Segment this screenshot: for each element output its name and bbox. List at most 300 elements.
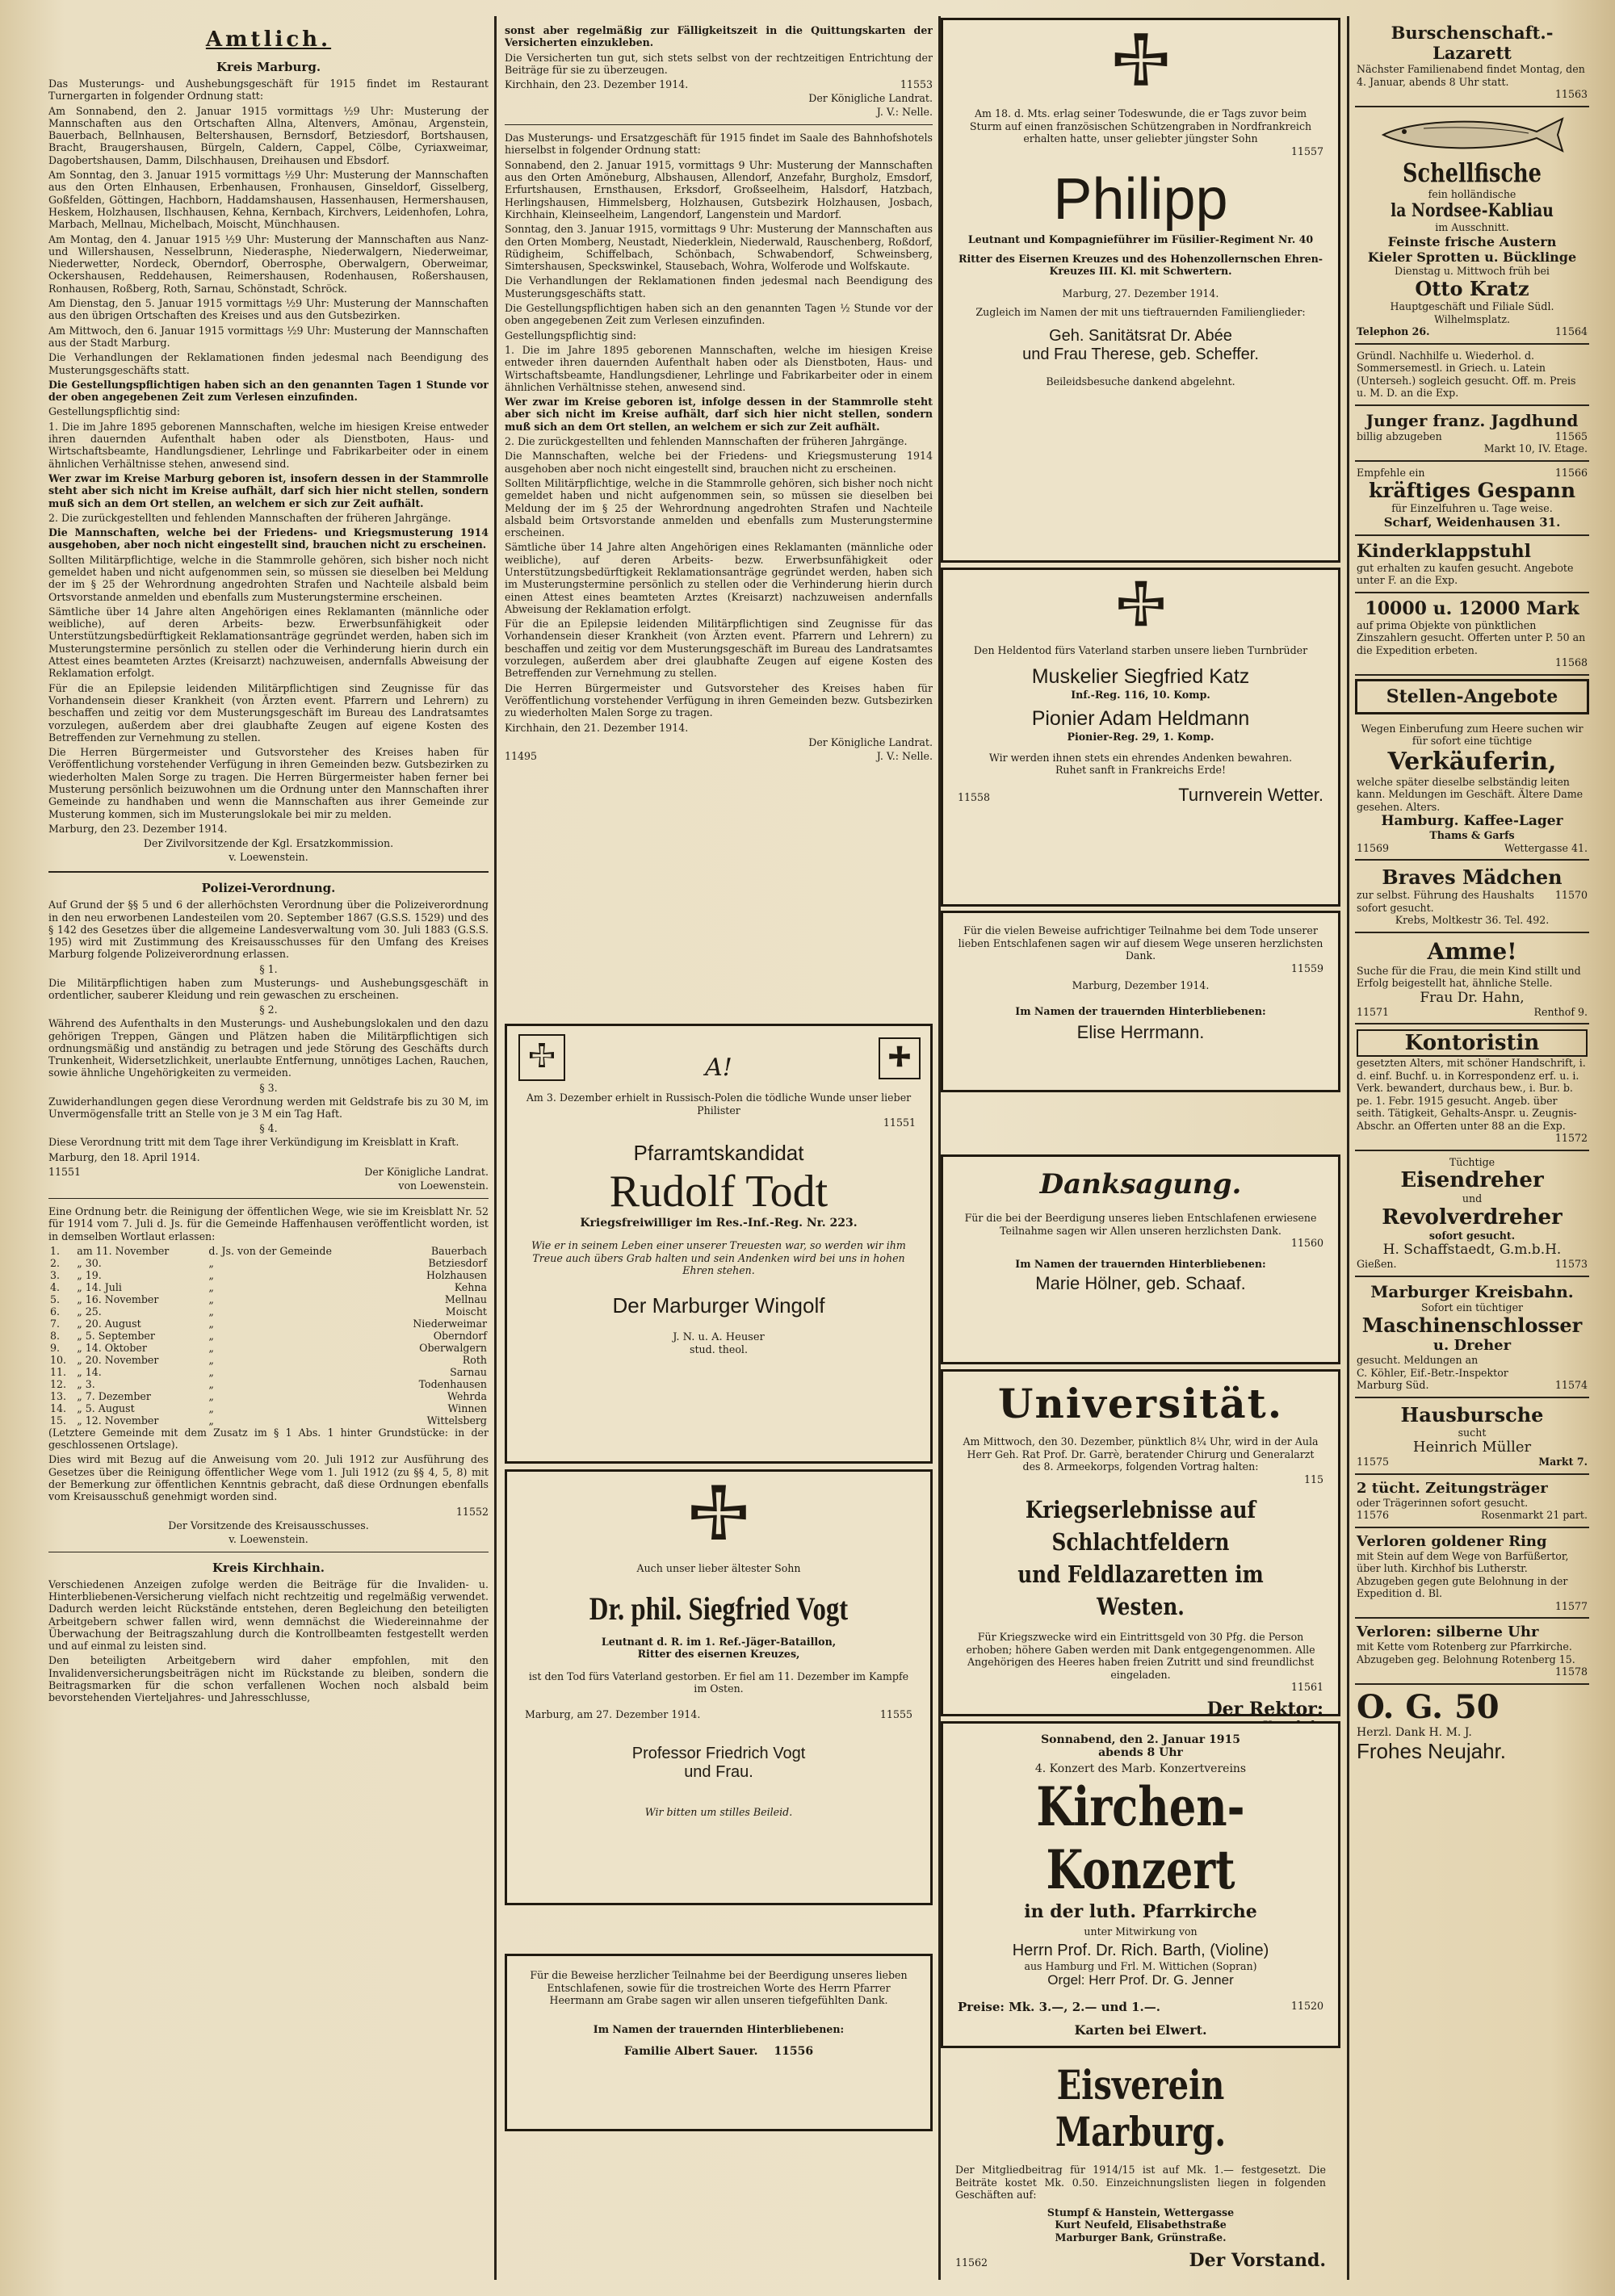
signature-row <box>48 1166 489 1178</box>
table-cell: „ 25. <box>77 1305 102 1318</box>
parents-name: Professor Friedrich Vogt <box>631 1744 806 1762</box>
table-cell: Moischt <box>445 1305 487 1318</box>
table-cell: Oberwalgern <box>419 1341 487 1354</box>
lecture-topic: Kriegserlebnisse auf Schlachtfeldern <box>1025 1496 1256 1556</box>
table-cell: „ 30. <box>77 1256 102 1269</box>
ad-header <box>1357 467 1588 480</box>
signature: Familie Albert Sauer. <box>623 2045 758 2058</box>
classified-ad <box>1355 1475 1589 1528</box>
notice-paragraph: Diese Verordnung tritt mit dem Tage ihrer Verkündigung im Kreisblatt in Kraft. <box>48 1136 459 1149</box>
notice-paragraph: Am Mittwoch, den 6. Januar 1915 vormittags ½9 Uhr: Musterung der Mannschaften aus der Stadt Marburg. <box>48 324 489 349</box>
table-cell: „ <box>208 1293 214 1305</box>
ad-text: gesetzten Alters, mit schöner Handschrift, i. d. einf. Buchf. u. in Korrespondenz erf. u. i. Verk. bewandert, durchaus bew., i. Bur. b. pe. 1. Febr. 1915 gesucht. Angeb. über seith. Tätigkeit, Gehalts-Anspr. u. Zeugnis-Abschr. an Offerten unter 88 an die Exp. <box>1357 1057 1586 1132</box>
ad-text: fein holländische <box>1428 187 1516 200</box>
classified-ad <box>1355 718 1589 861</box>
ad-footer <box>1357 1258 1588 1271</box>
table-cell: „ <box>208 1414 214 1427</box>
ad-text: und <box>1462 1192 1483 1205</box>
table-cell: 12. <box>50 1377 67 1390</box>
wingolf-emblem: A! <box>705 1054 732 1082</box>
fish-icon <box>1375 114 1569 156</box>
ad-number: 11572 <box>1554 1132 1588 1144</box>
signature: J. V.: Nelle. <box>876 749 933 762</box>
notice-paragraph: sonst aber regelmäßig zur Fälligkeitszeit in die Quittungskarten der Versicherten einzukleben. <box>505 24 933 49</box>
ad-number: 11551 <box>48 1165 82 1178</box>
notice-paragraph: Eine Ordnung betr. die Reinigung der öffentlichen Wege, wie sie im Kreisblatt Nr. 52 für 1914 vom 7. Juli d. Js. für die Gemeinde Haffenhausen veröffentlicht worden, ist in demselben Wortlaut erlassen: <box>48 1205 489 1242</box>
signature: Der Königliche Landrat. <box>364 1165 489 1178</box>
ad-title: la Nordsee-Kabliau <box>1391 200 1554 221</box>
signature: J. V.: Nelle. <box>876 106 933 119</box>
ad-text: Herzl. Dank H. M. J. <box>1357 1725 1472 1739</box>
ad-text: Am Mittwoch, den 30. Dezember, pünktlich 8¼ Uhr, wird in der Aula Herr Geh. Rat Prof. Dr. Garrè, beratender Chirurg und Generalarzt des 8. Armeekorps, folgenden Vortrag halten: <box>963 1435 1319 1473</box>
ad-title: Verloren: silberne Uhr <box>1357 1624 1539 1640</box>
ad-title: Revolverdreher <box>1382 1205 1563 1230</box>
obituary-text: Zugleich im Namen der mit uns tieftrauernden Familienglieder: <box>975 306 1306 318</box>
signature: v. Loewenstein. <box>229 851 308 864</box>
ad-text: Nächster Familienabend findet Montag, den 4. Januar, abends 8 Uhr statt. <box>1357 63 1585 88</box>
signature: Der Königliche Landrat. <box>808 735 933 748</box>
table-cell: Kehna <box>454 1280 487 1293</box>
table-row <box>48 1414 489 1427</box>
ad-text: Hauptgeschäft und Filiale Südl. Wilhelmsplatz. <box>1390 300 1554 325</box>
table-row <box>48 1318 489 1330</box>
notice-paragraph: Sämtliche über 14 Jahre alten Angehörigen eines Reklamanten (männliche oder weibliche), auf deren Arbeits- bezw. Erwerbsunfähigkeit oder Unterstützungsbedürftigkeit Reklamationsanträge gegründet werden, haben sich im Musterungstermine persönlich zu stellen oder die Verhinderung hierin durch ein Attest eines beamteten Arztes (Kreisarzt) nachzuweisen, andernfalls Abweisung der Reklamation erfolgt. <box>48 605 489 680</box>
merchant-name: C. Köhler, Eif.-Betr.-Inspektor <box>1357 1366 1508 1379</box>
section-title: Amtlich. <box>205 27 332 52</box>
iron-cross-icon <box>879 1037 921 1079</box>
ad-title: Kinderklappstuhl <box>1357 540 1531 562</box>
ad-text: Gründl. Nachhilfe u. Wiederhol. d. Sommersemestl. in Griech. u. Latein (Unterseh.) sogleich gesucht. Off. m. Preis u. M. D. an die Exp. <box>1357 349 1576 399</box>
table-cell: 3. <box>50 1268 61 1281</box>
notice-paragraph: Sollten Militärpflichtige, welche in die Stammrolle gehören, sich bisher noch nicht gemeldet haben und nicht aufgenommen sein, so müssen sie dieselben bei Meldung der im § 25 der Wehrordnung angedrohten Strafen und Nachteile alsbald beim Ortsvorstande anmelden und ebenfalls zum Musterungstermine erscheinen. <box>48 553 489 603</box>
signature: v. Loewenstein. <box>229 1532 308 1545</box>
notice-paragraph: Die Herren Bürgermeister und Gutsvorsteher des Kreises haben für Veröffentlichung vorstehender Verfügung in ihren Gemeinden bezw. Gutsbezirken zu wiederholten Malen Sorge zu tragen. <box>505 681 933 719</box>
notice-paragraph: Am Dienstag, den 5. Januar 1915 vormittags ½9 Uhr: Musterung der Mannschaften aus den übrigen Ortschaften des Kreises und aus den Gutsbezirken. <box>48 297 489 322</box>
merchant-name: Hamburg. Kaffee-Lager <box>1381 813 1563 829</box>
signature-row <box>505 750 933 762</box>
deceased-unit: Inf.-Reg. 116, 10. Komp. <box>1071 688 1210 701</box>
ad-number: 11564 <box>1554 325 1588 337</box>
ad-title: Eisverein Marburg. <box>1055 2061 1227 2156</box>
ad-number: 11563 <box>1554 88 1588 100</box>
organization-name: Turnverein Wetter. <box>1178 784 1323 805</box>
notice-date: Marburg, am 27. Dezember 1914. <box>525 1707 701 1720</box>
classified-ad <box>1355 1528 1589 1619</box>
table-cell: Winnen <box>447 1401 487 1414</box>
table-cell: 10. <box>50 1353 67 1366</box>
classified-ad <box>1355 1398 1589 1475</box>
ad-footer <box>1357 1456 1588 1469</box>
table-cell: 5. <box>50 1293 61 1305</box>
official-notices-column <box>48 24 489 2277</box>
table-row <box>48 1330 489 1342</box>
classified-ad <box>1355 406 1589 462</box>
ad-title: Hausbursche <box>1400 1402 1544 1427</box>
table-cell: Wittelsberg <box>426 1414 487 1427</box>
signature: Der Vorstand. <box>1189 2250 1326 2271</box>
classified-ad <box>1355 1619 1589 1685</box>
obituary-footer: Wir bitten um stilles Beileid. <box>644 1805 793 1818</box>
ad-title: Schellfische <box>1403 157 1542 188</box>
ad-title: Braves Mädchen <box>1382 865 1563 889</box>
table-cell: 4. <box>50 1280 61 1293</box>
notice-paragraph: Wer zwar im Kreise Marburg geboren ist, insofern dessen in der Stammrolle steht aber sich nicht im Kreise aufhält, darf sich hier nicht stellen, sondern muß sich an dem Ort stellen, an welchem er sich zur Zeit aufhält. <box>48 471 489 509</box>
table-row <box>48 1402 489 1414</box>
signature: stud. theol. <box>690 1343 748 1355</box>
table-cell: am 11. November <box>77 1244 170 1257</box>
signature: J. N. u. A. Heuser <box>673 1330 765 1343</box>
table-cell: 13. <box>50 1389 67 1402</box>
notice-paragraph: 1. Die im Jahre 1895 geborenen Mannschaften, welche im hiesigen Kreise entweder ihren dauernden Aufenthalt haben oder als Dienstboten, Haus- und Wirtschaftsbeamte, Handlungsdiener, Lehrlinge und Fabrikarbeiter oder in einem ähnlichen Verhältnisse stehen, anwesend sind. <box>505 343 933 393</box>
ad-title: Maschinenschlosser <box>1361 1313 1583 1337</box>
obituary-footer: Beileidsbesuche dankend abgelehnt. <box>1046 375 1235 388</box>
ad-number: 11553 <box>900 78 933 91</box>
deceased-name: Dr. phil. Siegfried Vogt <box>589 1590 849 1627</box>
notice-paragraph: Wer zwar im Kreise geboren ist, infolge dessen in der Stammrolle steht aber sich nicht im Kreise aufhält, darf sich hier nicht stellen, sondern muß sich an dem Ort stellen, an welchem er sich zur Zeit aufhält. <box>505 396 933 433</box>
signature: Der Königliche Landrat. <box>808 92 933 105</box>
concert-subtitle: 4. Konzert des Marb. Konzertvereins <box>1034 1762 1247 1775</box>
paragraph-mark: § 3. <box>259 1081 278 1094</box>
ad-number: 11573 <box>1554 1258 1588 1270</box>
ad-title: 2 tücht. Zeitungsträger <box>1357 1479 1548 1497</box>
obituary-todt <box>505 1024 933 1464</box>
table-row <box>48 1269 489 1281</box>
table-row <box>48 1281 489 1293</box>
notice-paragraph: Die Versicherten tun gut, sich stets selbst von der rechtzeitigen Entrichtung der Beiträge für sie zu überzeugen. <box>505 51 933 76</box>
notice-paragraph: Die Gestellungspflichtigen haben sich an den genannten Tagen ½ Stunde vor der oben angegebenen Zeit zum Verlesen einzufinden. <box>505 302 933 327</box>
table-row <box>48 1366 489 1378</box>
table-cell: „ 3. <box>77 1377 95 1390</box>
table-row <box>48 1378 489 1390</box>
merchant-name: H. Schaffstaedt, G.m.b.H. <box>1382 1242 1562 1258</box>
deceased-name: Philipp <box>1053 167 1228 232</box>
ad-title: kräftiges Gespann <box>1368 479 1576 502</box>
classified-ad <box>1355 933 1589 1025</box>
ticket-info: Karten bei Elwert. <box>1074 2022 1207 2038</box>
deceased-rank: Leutnant d. R. im 1. Ref.-Jäger-Bataillon, <box>601 1635 837 1648</box>
table-cell: „ <box>208 1341 214 1354</box>
merchant-name: Frau Dr. Hahn, <box>1420 989 1525 1006</box>
signature-row <box>955 2250 1326 2271</box>
ad-title: Kirchen-Konzert <box>1036 1775 1245 1901</box>
notice-paragraph: Den beteiligten Arbeitgebern wird daher empfohlen, mit den Invalidenversicherungsbeiträgen nicht im Rückstande zu bleiben, sondern die Beitragsmarken für die schon verfallenen Wochen noch alsbald beim bevorstehenden Vierteljahres- und Jahresschlusse, <box>48 1654 489 1704</box>
address: Markt 10, IV. Etage. <box>1483 442 1588 455</box>
separator <box>505 124 933 125</box>
table-cell: Holzhausen <box>426 1268 487 1281</box>
notice-paragraph: Am Sonntag, den 3. Januar 1915 vormittags ½9 Uhr: Musterung der Mannschaften aus den Orten Elnhausen, Erbenhausen, Fronhausen, Ginseldorf, Gisselberg, Goßfelden, Göttingen, Hachborn, Haddamshausen, Hassenhausen, Hermershausen, Heskem, Holzhausen, Ilschhausen, Kehna, Kernbach, Kirchvers, Leidenhofen, Lohra, Marbach, Mellnau, Michelbach, Moischt, Münchhausen. <box>48 169 489 231</box>
deceased-rank: Leutnant und Kompagnieführer im Füsilier-Regiment Nr. 40 <box>967 233 1314 245</box>
table-row <box>48 1354 489 1366</box>
table-cell: 8. <box>50 1329 61 1342</box>
organization-name: Der Marburger Wingolf <box>612 1293 825 1318</box>
ad-title: Universität. <box>997 1380 1284 1427</box>
classified-ads-column <box>1355 18 1589 2270</box>
ad-text: Kieler Sprotten u. Bücklinge <box>1367 249 1577 265</box>
ad-text: gesucht. Meldungen an <box>1357 1354 1479 1366</box>
ad-title: Burschenschaft.-Lazarett <box>1391 23 1554 63</box>
shop-name: Marburger Bank, Grünstraße. <box>1055 2231 1227 2244</box>
concert-ad <box>941 1721 1340 2048</box>
thanks-sauer <box>505 1954 933 2131</box>
thanks-intro: Im Namen der trauernden Hinterbliebenen: <box>593 2022 845 2035</box>
ad-footer <box>1357 430 1588 443</box>
signature: Elise Herrmann. <box>1076 1022 1205 1042</box>
table-row <box>48 1342 489 1354</box>
notice-date: Kirchhain, den 23. Dezember 1914. <box>505 78 689 91</box>
obituary-text: Den Heldentod fürs Vaterland starben unsere lieben Turnbrüder <box>973 644 1308 656</box>
classified-ad <box>1355 1277 1589 1398</box>
merchant-name: Scharf, Weidenhausen 31. <box>1383 514 1561 530</box>
notice-paragraph: Am Montag, den 4. Januar 1915 ½9 Uhr: Musterung der Mannschaften aus Nanz- und Willershausen, Nesselbrunn, Niederasphe, Niederwalgern, Niederweimar, Niederwetter, Nordeck, Oberndorf, Oberrosphe, Oberwalgern, Oberweimar, Ockershausen, Reddehausen, Reimershausen, Rodenhausen, Roßershausen, Ronhausen, Roßberg, Roth, Sarnau, Schönstadt, Schröck. <box>48 233 489 295</box>
deceased-unit: Pionier-Reg. 29, 1. Komp. <box>1067 731 1214 743</box>
ad-number: 11565 <box>1554 429 1588 442</box>
notice-paragraph: Gestellungspflichtig sind: <box>48 405 181 418</box>
ad-number: 11575 <box>1357 1456 1390 1468</box>
address: Rosenmarkt 21 part. <box>1481 1509 1588 1521</box>
obituary-text: Wie er in seinem Leben einer unserer Treuesten war, so werden wir ihm Treue auch übers Grab halten und sein Andenken wird bei uns in hohen Ehren stehen. <box>531 1239 906 1276</box>
obituary-text: Ruhet sanft in Frankreichs Erde! <box>1055 764 1227 776</box>
ad-number: 11562 <box>955 2256 988 2269</box>
notice-paragraph: Das Musterungs- und Aushebungsgeschäft für 1915 findet im Restaurant Turnergarten in folgender Ordnung statt: <box>48 78 489 103</box>
university-lecture-ad <box>941 1369 1340 1720</box>
notice-paragraph: Die Mannschaften, welche bei der Friedens- und Kriegsmusterung 1914 ausgehoben aber noch nicht eingestellt sind, brauchen nicht zu erscheinen. <box>505 450 933 475</box>
table-cell: Bauerbach <box>430 1244 487 1257</box>
notice-paragraph: Gestellungspflichtig sind: <box>505 329 637 341</box>
ad-number: 11552 <box>455 1505 489 1518</box>
table-cell: „ 14. Juli <box>77 1280 122 1293</box>
ad-footer <box>1357 1509 1588 1522</box>
table-cell: „ 5. August <box>77 1401 135 1414</box>
obituary-philipp <box>941 18 1340 563</box>
ad-number: 11571 <box>1357 1005 1390 1018</box>
shop-name: Kurt Neufeld, Elisabethstraße <box>1055 2218 1227 2231</box>
concert-time: abends 8 Uhr <box>1098 1746 1183 1759</box>
deceased-unit: Kriegsfreiwilliger im Res.-Inf.-Reg. Nr. 223. <box>580 1216 858 1230</box>
iron-cross-icon <box>1111 578 1171 638</box>
section-heading: Polizei-Verordnung. <box>201 881 336 896</box>
obituary-vogt <box>505 1469 933 1905</box>
notice-paragraph: Für die an Epilepsie leidenden Militärpflichtigen sind Zeugnisse für das Vorhandensein dieser Krankheit (von Ärzten event. Pfarrern und Lehrern) zu beschaffen und zeitig vor dem Musterungsgeschäft im Bureau des Landratsamtes vorzulegen, außerdem aber drei glaubhafte Zeugen auf eigene Kosten des Betreffenden zur Vernehmung zu stellen. <box>48 681 489 744</box>
obituary-katz-heldmann <box>941 568 1340 907</box>
notice-paragraph: Die Gestellungspflichtigen haben sich an den genannten Tagen 1 Stunde vor der oben angegebenen Zeit zum Verlesen einzufinden. <box>48 378 489 404</box>
section-banner <box>1355 679 1589 714</box>
signature: Der Zivilvorsitzende der Kgl. Ersatzkommission. <box>143 837 394 850</box>
table-cell: „ 19. <box>77 1268 102 1281</box>
table-cell: 2. <box>50 1256 61 1269</box>
table-cell: „ <box>208 1401 214 1414</box>
notice-date: Marburg, den 18. April 1914. <box>48 1150 200 1163</box>
ad-number: 115 <box>1303 1473 1323 1485</box>
ad-title: 10000 u. 12000 Mark <box>1365 597 1579 619</box>
iron-cross-icon <box>1106 30 1176 99</box>
ad-footer <box>1357 1006 1588 1019</box>
table-cell: „ <box>208 1329 214 1342</box>
paragraph-mark: § 4. <box>259 1122 278 1135</box>
classified-ad <box>1355 1024 1589 1151</box>
ad-number: 11561 <box>1290 1681 1323 1693</box>
ad-title: O. G. 50 <box>1357 1687 1500 1726</box>
ad-text: mit Stein auf dem Wege von Barfüßertor, über luth. Kirchhof bis Lutherstr. Abzugeben gegen gute Belohnung in der Expedition d. Bl. <box>1357 1549 1569 1599</box>
notice-paragraph: Die Herren Bürgermeister und Gutsvorsteher des Kreises haben für Veröffentlichung vorstehender Verfügung in ihren Gemeinden bezw. Gutsbezirken zu wiederholten Malen Sorge zu tragen. Die Herren Bürgermeister haben ferner bei Musterung persönlich beizuwohnen um die Ordnung unter den Mannschaften ihrer Gemeinde zu handhaben und wenn die Mannschaften aus ihrer Gemeinde zur Musterung kommen, sich im Musterungslokale bei mir zu melden. <box>48 746 489 820</box>
signature-row <box>958 785 1323 806</box>
table-cell: „ <box>208 1268 214 1281</box>
notice-paragraph: Sämtliche über 14 Jahre alten Angehörigen eines Reklamanten (männliche oder weibliche), auf deren Arbeits- bezw. Erwerbsunfähigkeit oder Unterstützungsbedürftigkeit Reklamationsanträge gegründet werden, haben sich im Musterungstermine persönlich zu stellen oder die Verhinderung hierin durch einen Attest eines beamteten Arztes (Kreisarzt) nachzuweisen andernfalls Abweisung der Reklamation erfolgt. <box>505 541 933 615</box>
thanks-text: Für die bei der Beerdigung unseres lieben Entschlafenen erwiesene Teilnahme sagen wir Allen unseren herzlichsten Dank. <box>964 1212 1317 1237</box>
thanks-hoelner <box>941 1154 1340 1364</box>
deceased-name: Muskelier Siegfried Katz <box>1031 664 1250 688</box>
kreis-heading: Kreis Marburg. <box>216 60 321 74</box>
ad-title: Junger franz. Jagdhund <box>1365 410 1579 430</box>
ad-title: u. Dreher <box>1433 1337 1512 1354</box>
notice-paragraph: Die Militärpflichtigen haben zum Musterungs- und Aushebungsgeschäft in ordentlicher, sauberer Kleidung und rein gewaschen zu erscheinen. <box>48 976 489 1001</box>
notice-paragraph: Verschiedenen Anzeigen zufolge werden die Beiträge für die Invaliden- u. Hinterbliebenen-Versicherung vielfach nicht rechtzeitig und regelmäßig verwendet. Dadurch werden leicht Rückstände entstehen, deren Begleichung den beteiligten Arbeitgebern schwer fallen wird, wenn demnächst die Wiedereinnahme der Überwachung der Beitragszahlung durch die Kontrollbeamten festgestellt werden und auf einmal zu leisten sind. <box>48 1577 489 1653</box>
ad-number: 11556 <box>774 2045 814 2058</box>
table-cell: „ 20. November <box>77 1353 159 1366</box>
notice-paragraph: 1. Die im Jahre 1895 geborenen Mannschaften, welche im hiesigen Kreise entweder ihren dauernden Aufenthalt haben oder als Dienstboten, Haus- und Wirtschaftsbeamte, Handlungsdiener, Lehrlinge und Fabrikarbeiter oder in einem ähnlichen Verhältnisse stehen, anwesend sind. <box>48 420 489 470</box>
signature: Der Rektor: <box>1206 1698 1323 1720</box>
ad-number: 11569 <box>1357 841 1390 854</box>
notice-paragraph: Die Verhandlungen der Reklamationen finden jedesmal nach Beendigung des Musterungsgeschäfts statt. <box>505 274 933 300</box>
performer: Herrn Prof. Dr. Rich. Barth, (Violine) <box>1012 1941 1269 1959</box>
ad-title: Amme! <box>1427 937 1517 965</box>
classified-ad <box>1355 1151 1589 1277</box>
ad-text: mit Kette vom Rotenberg zur Pfarrkirche. Abzugeben geg. Belohnung Rotenberg 15. <box>1357 1640 1575 1665</box>
notice-paragraph: Die Verhandlungen der Reklamationen finden jedesmal nach Beendigung des Musterungsgeschäfts statt. <box>48 351 489 376</box>
table-cell: d. Js. von der Gemeinde <box>208 1244 332 1257</box>
ad-body <box>1357 889 1588 914</box>
notice-paragraph: Sonnabend, den 2. Januar 1915, vormittags 9 Uhr: Musterung der Mannschaften aus den Orten Amöneburg, Albshausen, Allendorf, Anzefahr, Burgholz, Emsdorf, Erfurtshausen, Ernsthausen, Erksdorf, Großseelheim, Halsdorf, Hatzbach, Herlingshausen, Himmelsberg, Holzhausen, Gutsbezirk Holzhausen, Josbach, Kirchhain, Kleinseelheim, Langendorf, Langenstein und Mardorf. <box>505 158 933 220</box>
table-cell: Oberndorf <box>433 1329 487 1342</box>
deceased-title: Pfarramtskandidat <box>633 1140 804 1165</box>
parents-name: und Frau Therese, geb. Scheffer. <box>1022 345 1259 363</box>
table-cell: 14. <box>50 1401 67 1414</box>
cleaning-schedule-table <box>48 1245 489 1427</box>
obituary-text: Auch unser lieber ältester Sohn <box>636 1562 801 1574</box>
ad-text: Der Mitgliedbeitrag für 1914/15 ist auf Mk. 1.— festgesetzt. Die Beiträte kostet Mk. 0.50. Einzeichnungslisten liegen in folgenden Geschäften auf: <box>955 2164 1326 2201</box>
concert-date: Sonnabend, den 2. Januar 1915 <box>1041 1733 1240 1746</box>
column-divider <box>1347 16 1349 2280</box>
classified-ad <box>1355 593 1589 676</box>
performer: Orgel: Herr Prof. Dr. G. Jenner <box>1047 1972 1234 1988</box>
table-cell: 15. <box>50 1414 67 1427</box>
concert-venue: in der luth. Pfarrkirche <box>1024 1901 1257 1922</box>
table-cell: Sarnau <box>450 1365 487 1378</box>
ad-text: Sofort ein tüchtiger <box>1420 1301 1524 1313</box>
ad-title: Stellen-Angebote <box>1386 685 1558 707</box>
ad-text: Dienstag u. Mittwoch früh bei <box>1395 264 1550 277</box>
notice-paragraph: Sonntag, den 3. Januar 1915, vormittags 9 Uhr: Musterung der Mannschaften aus den Orten Momberg, Neustadt, Niederklein, Niederwald, Rauschenberg, Roßdorf, Rüdigheim, Schiffelbach, Schönbach, Schwabendorf, Schweinsberg, Simtershausen, Speckswinkel, Stausebach, Wohra, Wolferode und Wolfskaute. <box>505 223 933 273</box>
table-cell: „ <box>208 1256 214 1269</box>
table-cell: 6. <box>50 1305 61 1318</box>
ad-text: oder Trägerinnen sofort gesucht. <box>1357 1496 1529 1509</box>
notice-date: Marburg, 27. Dezember 1914. <box>1062 287 1219 300</box>
ad-text: Wegen Einberufung zum Heere suchen wir für sofort eine tüchtige <box>1361 722 1584 747</box>
ad-text: welche später dieselbe selbständig leiten kann. Meldungen im Geschäft. Ältere Dame gesehen. Alters. <box>1357 775 1584 813</box>
ad-number: 11566 <box>1554 466 1588 479</box>
table-cell: „ 14. <box>77 1365 102 1378</box>
notice-date: Marburg, Dezember 1914. <box>1072 979 1210 991</box>
table-row <box>48 1257 489 1269</box>
ad-text: zur selbst. Führung des Haushalts sofort gesucht. <box>1357 889 1534 914</box>
ad-text: billig abzugeben <box>1357 429 1442 442</box>
obituary-text: ist den Tod fürs Vaterland gestorben. Er fiel am 11. Dezember im Kampfe im Osten. <box>528 1670 909 1695</box>
table-cell: „ <box>208 1280 214 1293</box>
deceased-name: Rudolf Todt <box>609 1166 828 1217</box>
address: Wettergasse 41. <box>1504 841 1588 854</box>
ad-text: Feinste frische Austern <box>1387 233 1557 249</box>
thanks-herrmann <box>941 911 1340 1092</box>
ticket-prices: Preise: Mk. 3.—, 2.— und 1.—. <box>958 2000 1161 2014</box>
ad-title: Eisendreher <box>1400 1168 1544 1192</box>
address: Marburg Süd. <box>1357 1379 1429 1391</box>
ad-text: Suche für die Frau, die mein Kind stillt und Erfolg beigestellt hat, ähnliche Stelle. <box>1357 964 1581 989</box>
kreis-heading: Kreis Kirchhain. <box>212 1560 325 1575</box>
ad-title: Marburger Kreisbahn. <box>1370 1281 1574 1301</box>
ad-text: im Ausschnitt. <box>1435 221 1509 233</box>
ad-number: 11560 <box>1290 1237 1323 1249</box>
table-cell: „ <box>208 1377 214 1390</box>
table-row <box>48 1305 489 1318</box>
ad-number: 11555 <box>879 1707 912 1720</box>
separator <box>48 871 489 873</box>
classified-ad <box>1355 1685 1589 1767</box>
table-cell: „ 16. November <box>77 1293 159 1305</box>
separator <box>48 1198 489 1199</box>
notice-date: Kirchhain, den 21. Dezember 1914. <box>505 721 689 734</box>
iron-cross-icon <box>682 1481 755 1554</box>
table-cell: „ 7. Dezember <box>77 1389 151 1402</box>
signature-row <box>505 78 933 90</box>
ad-number: 11570 <box>1554 889 1588 901</box>
classified-ad <box>1355 462 1589 536</box>
thanks-text: Für die Beweise herzlicher Teilnahme bei der Beerdigung unseres lieben Entschlafenen, sowie für die trostreichen Worte des Herrn Pfarrer Heermann am Grabe sagen wir allen unseren tiefgefühlten Dank. <box>530 1969 908 2006</box>
ad-text: Thams & Garfs <box>1429 829 1515 841</box>
parents-name: Geh. Sanitätsrat Dr. Abée <box>1049 326 1232 345</box>
thanks-title: Danksagung. <box>1039 1168 1242 1200</box>
table-cell: Roth <box>462 1353 487 1366</box>
ad-title: Kontoristin <box>1357 1029 1588 1057</box>
classified-ad <box>1355 18 1589 107</box>
merchant-name: Otto Kratz <box>1415 277 1529 300</box>
table-cell: Mellnau <box>444 1293 487 1305</box>
table-cell: „ 12. November <box>77 1414 159 1427</box>
ad-text: Tüchtige <box>1449 1155 1495 1168</box>
performer: aus Hamburg und Frl. M. Wittichen (Sopran) <box>1024 1959 1257 1972</box>
classified-ad <box>1355 861 1589 933</box>
notice-paragraph: Am Sonnabend, den 2. Januar 1915 vormittags ½9 Uhr: Musterung der Mannschaften aus den Ortschaften Allna, Altenvers, Amönau, Argenstein, Bauerbach, Bellnhausen, Beltershausen, Bernsdorf, Betziesdorf, Bortshausen, Bracht, Braugershausen, Bürgeln, Caldern, Cappel, Cölbe, Cyriaxweimar, Dagobertshausen, Damm, Dilschhausen, Dreihausen und Ebsdorf. <box>48 104 489 166</box>
table-cell: „ 5. September <box>77 1329 155 1342</box>
obituary-text: Am 3. Dezember erhielt in Russisch-Polen die tödliche Wunde unser lieber Philister <box>526 1091 912 1117</box>
ad-number: 11568 <box>1554 656 1588 668</box>
ad-title: Verkäuferin, <box>1387 747 1557 776</box>
notice-paragraph: Dies wird mit Bezug auf die Anweisung vom 20. Juli 1912 zur Ausführung des Gesetzes über die Reinigung öffentlicher Wege vom 1. Juli 1912 (zu §§ 4, 5, 8) mit der Bemerkung zur öffentlichen Kenntnis gebracht, daß diese Ordnungen ebenfalls vom Kreisausschuß genehmigt worden sind. <box>48 1453 489 1503</box>
thanks-intro: Im Namen der trauernden Hinterbliebenen: <box>1015 1004 1266 1017</box>
notice-paragraph: 2. Die zurückgestellten und fehlenden Mannschaften der früheren Jahrgänge. <box>505 435 908 448</box>
notice-paragraph: (Letztere Gemeinde mit dem Zusatz im § 1 Abs. 1 hinter Grundstücke: in der geschlossenen Ortslage). <box>48 1426 489 1452</box>
parents-name: und Frau. <box>684 1762 753 1781</box>
notice-paragraph: 2. Die zurückgestellten und fehlenden Mannschaften der früheren Jahrgänge. <box>48 511 451 524</box>
table-cell: 1. <box>50 1244 61 1257</box>
ad-title: Verloren goldener Ring <box>1357 1532 1547 1550</box>
iron-cross-icon <box>518 1034 565 1081</box>
notice-paragraph: Die Mannschaften, welche bei der Friedens- und Kriegsmusterung 1914 ausgehoben, aber noch nicht eingestellt sind, brauchen nicht zu erscheinen. <box>48 526 489 551</box>
table-cell: 9. <box>50 1341 61 1354</box>
paragraph-mark: § 2. <box>259 1003 278 1016</box>
ad-text: unter Mitwirkung von <box>1084 1925 1198 1938</box>
table-cell: „ 14. Oktober <box>77 1341 147 1354</box>
ad-number: 11577 <box>1554 1599 1588 1612</box>
notice-paragraph: Zuwiderhandlungen gegen diese Verordnung werden mit Geldstrafe bis zu 30 M, im Unvermögensfalle tritt an Stelle von je 3 M ein Tag Haft. <box>48 1095 489 1121</box>
